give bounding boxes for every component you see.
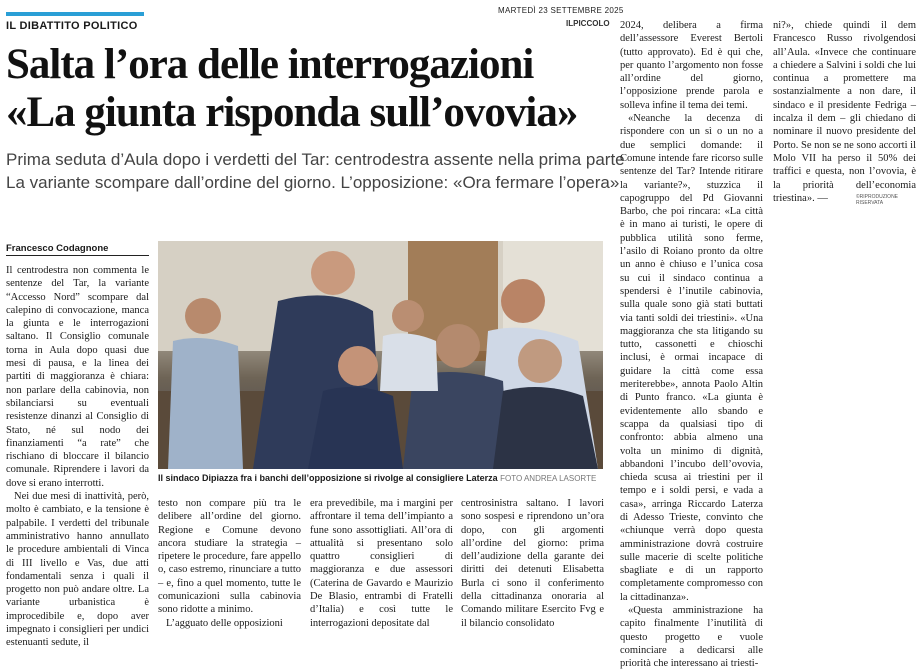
subheadline-line-1: Prima seduta d’Aula dopo i verdetti del Tar: centrodestra assente nella prima parte [6, 150, 625, 169]
issue-date: MARTEDÌ 23 SETTEMBRE 2025 [498, 6, 624, 15]
section-label: IL DIBATTITO POLITICO [6, 20, 138, 32]
article-column-4 [461, 497, 604, 630]
newspaper-name: ILPICCOLO [566, 19, 610, 28]
paragraph: L’agguato delle opposizioni [166, 617, 283, 629]
paragraph: «Questa amministrazione ha capito finalmente l’inutilità di questo progetto e vuole cominciare a dedicarsi alle priorità che interessano ai triesti- [620, 605, 763, 670]
copyright-notice: ©RIPRODUZIONE RISERVATA [856, 194, 899, 206]
article-column-5 [620, 19, 763, 671]
article-column-3 [310, 497, 453, 630]
paragraph: ni?», chiede quindi il dem Francesco Russo rivolgendosi all’Aula. «Invece che continuare a chiedere a Salvini i soldi che lui continua a promettere ma sostanzialmente a non dare, il sindaco e il presidente Fedriga – incalza il dem – gli chiedano di nominare il nuovo presidente del Porto. Se non se ne sono accorti il Molo VII ha perso il 50% dei traffici e questa, non l’ovovia, è la priorità dell’economia triestina». — [773, 20, 916, 204]
section-bar [6, 12, 144, 16]
byline-rule [6, 255, 149, 256]
paragraph: centrosinistra saltano. I lavori sono sospesi e riprendono un’ora dopo, con gli argomenti all’ordine del giorno: prima dell’audizione della garante dei diritti dei detenuti Elisabetta Burla ci sono il conferimento della cittadinanza onoraria al Comando militare Esercito Fvg e il bilancio consolidato [461, 498, 604, 629]
caption-text: Il sindaco Dipiazza fra i banchi dell’opposizione si rivolge al consigliere Laterza [158, 473, 498, 483]
paragraph: testo non compare più tra le delibere all’ordine del giorno. Regione e Comune devono ancora studiare la strategia – ripetere le procedure, fare appello o, caso estremo, rinunciare a tutto – e, fino a quel momento, tutte le comunicazioni sulla cabinovia sono ridotte a minimo. [158, 498, 301, 616]
article-column-2 [158, 497, 301, 630]
paragraph: Il centrodestra non commenta le sentenze del Tar, la variante “Accesso Nord” scompare dal calepino di convocazione, manca la giunta e le interrogazioni saltano. Il Consiglio comunale torna in Aula dopo quasi due mesi di pausa, e la linea dei partiti di maggioranza è chiara: non parlare della cabinovia, non sbilanciarsi su eventuali resistenze dinanzi al Consiglio di Stato, né sul nodo dei finanziamenti “a rate” che rischiano di bloccare il bilancio comunale. Riprendere i lavori da dove si erano interrotti. [6, 265, 149, 489]
paragraph: 2024, delibera a firma dell’assessore Everest Bertoli (tutto approvato). Ed è qui che, per quanto l’argomento non fosse all’ordine del giorno, l’opposizione prende parola e solleva infine il tema dei temi. [620, 20, 763, 111]
article-column-1 [6, 264, 149, 650]
subheadline-line-2: La variante scompare dall’ordine del giorno. L’opposizione: «Ora fermare l’opera» [6, 173, 620, 192]
article-column-6 [773, 19, 916, 205]
author-byline: Francesco Codagnone [6, 243, 109, 254]
paragraph: «Neanche la decenza di rispondere con un sì o un no a due semplici domande: il Comune intende fare ricorso sulle sentenze del Tar? Intende ritirare la variante?», stuzzica il capogruppo del Pd Giovanni Barbo, che poi rincara: «La città è in mano ai turisti, le opere di pubblica utilità sono ferme, l’asilo di Roiano pronto da oltre un anno è chiuso e l’unica cosa su cui il sindaco continua a spendersi è l’inutile cabinovia, sulla quale sono già stati buttati via tanti soldi dei triestini». «Una maggioranza che sta litigando su tutto, cassonetti e chioschi inclusi, è ormai incapace di guidare la città come essa meriterebbe», annota Paolo Altin di Punto franco. «La giunta è evidentemente allo sbando e scappa da qualsiasi tipo di confronto: abbia almeno una volta un minimo di dignità, abbandoni l’incubo dell’ovovia, chieda scusa ai triestini per il tempo e i soldi persi, e vada a casa», arringa Riccardo Laterza di Adesso Trieste, convinto che «chiunque verrà dopo questa amministrazione dovrà costruire sulle macerie di scelte politiche sbagliate e di un rapporto completamente compromesso con la cittadinanza». [620, 113, 763, 603]
photo-illustration [158, 241, 603, 469]
paragraph: era prevedibile, ma i margini per affrontare il tema dell’impianto a fune sono assottigliati. All’ora di attualità si presentano solo quattro consiglieri di maggioranza e due assessori (Caterina de Gavardo e Maurizio De Blasio, entrambi di Fratelli d’Italia) e così tutte le interrogazioni depositate dal [310, 498, 453, 629]
article-photo [158, 241, 603, 469]
headline-line-1: Salta l’ora delle interrogazioni [6, 41, 534, 88]
photo-caption [158, 473, 603, 483]
paragraph: Nei due mesi di inattività, però, molto è cambiato, e la tensione è palpabile. I verdetti del tribunale amministrativo hanno annullato le procedure ambientali di Vinca di III livello e Vas, due atti fondamentali senza i quali il progetto non può andare oltre. La variante urbanistica è improcedibile e, dopo aver impegnato i consiglieri per undici estenuanti sedute, il [6, 491, 149, 649]
headline-line-2: «La giunta risponda sull’ovovia» [6, 89, 578, 136]
photo-credit: FOTO ANDREA LASORTE [500, 474, 597, 483]
